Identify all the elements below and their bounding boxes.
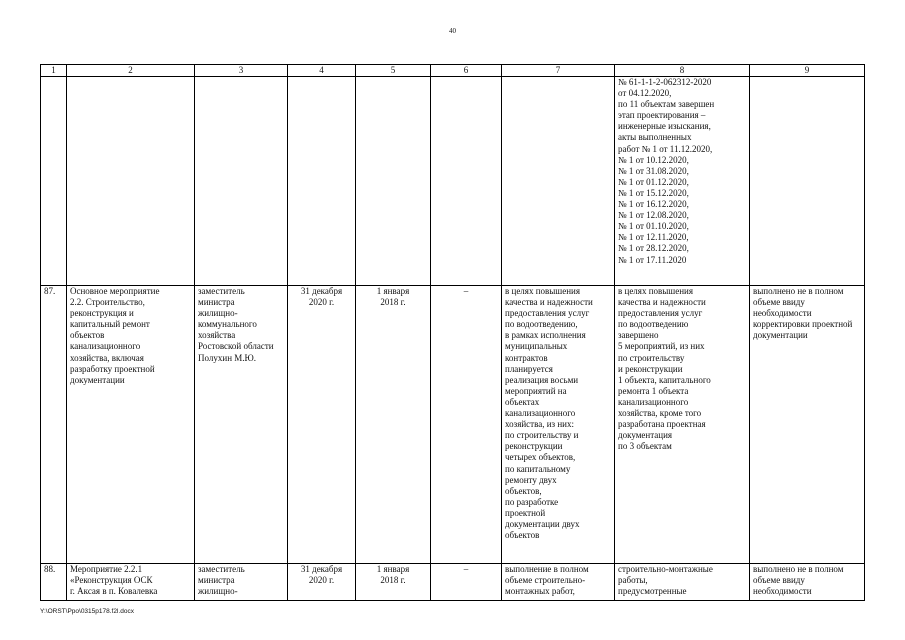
column-6-cell: –: [431, 564, 502, 601]
table-row: [41, 564, 865, 601]
column-6-cell: [431, 77, 502, 286]
header-cell: 4: [288, 65, 356, 77]
note-cell: выполнено не в полном объеме ввиду необходимости корректировки проектной документации: [750, 286, 865, 564]
actual-result-cell: № 61-1-1-2-062312-2020 от 04.12.2020, по 11 объектам завершен этап проектирования – инженерные изыскания, акты выполненных работ № 1 от 11.12.2020, № 1 от 10.12.2020, № 1 от 31.08.2020, № 1 от 01.12.2020, № 1 от 15.12.2020, № 1 от 16.12.2020, № 1 от 12.08.2020, № 1 от 01.10.2020, № 1 от 12.11.2020, № 1 от 28.12.2020, № 1 от 17.11.2020: [615, 77, 750, 286]
end-date-cell: 31 декабря 2020 г.: [288, 286, 356, 564]
start-date-cell: 1 января 2018 г.: [356, 564, 431, 601]
responsible-cell: [195, 77, 288, 286]
actual-result-cell: строительно-монтажные работы, предусмотренные: [615, 564, 750, 601]
header-cell: 7: [502, 65, 615, 77]
start-date-cell: [356, 77, 431, 286]
header-cell: 2: [67, 65, 195, 77]
activity-cell: [67, 77, 195, 286]
header-cell: 9: [750, 65, 865, 77]
row-number-cell: 88.: [41, 564, 67, 601]
actual-result-cell: в целях повышения качества и надежности предоставления услуг по водоотведению завершено 5 мероприятий, из них по строительству и реконструкции 1 объекта, капитального ремонта 1 объекта канализационного хозяйства, кроме того разработана проектная документация по 3 объектам: [615, 286, 750, 564]
responsible-cell: заместитель министра жилищно-: [195, 564, 288, 601]
responsible-cell: заместитель министра жилищно- коммунального хозяйства Ростовской области Полухин М.Ю.: [195, 286, 288, 564]
header-cell: 1: [41, 65, 67, 77]
start-date-cell: 1 января 2018 г.: [356, 286, 431, 564]
header-cell: 5: [356, 65, 431, 77]
header-cell: 8: [615, 65, 750, 77]
page-number: 40: [449, 27, 456, 35]
table-row: [41, 286, 865, 564]
row-number-cell: 87.: [41, 286, 67, 564]
note-cell: выполнено не в полном объеме ввиду необходимости: [750, 564, 865, 601]
row-number-cell: [41, 77, 67, 286]
activity-cell: Основное мероприятие 2.2. Строительство, реконструкция и капитальный ремонт объектов канализационного хозяйства, включая разработку проектной документации: [67, 286, 195, 564]
report-table: [40, 64, 865, 601]
column-6-cell: –: [431, 286, 502, 564]
planned-result-cell: [502, 77, 615, 286]
end-date-cell: 31 декабря 2020 г.: [288, 564, 356, 601]
table-header-row: [41, 65, 865, 77]
planned-result-cell: в целях повышения качества и надежности предоставления услуг по водоотведению, в рамках исполнения муниципальных контрактов планируется реализация восьми мероприятий на объектах канализационного хозяйства, из них: по строительству и реконструкции четырех объектов, по капитальному ремонту двух объектов, по разработке проектной документации двух объектов: [502, 286, 615, 564]
table-row: [41, 77, 865, 286]
note-cell: [750, 77, 865, 286]
activity-cell: Мероприятие 2.2.1 «Реконструкция ОСК г. Аксая в п. Ковалевка: [67, 564, 195, 601]
header-cell: 3: [195, 65, 288, 77]
planned-result-cell: выполнение в полном объеме строительно- монтажных работ,: [502, 564, 615, 601]
header-cell: 6: [431, 65, 502, 77]
footer-file-path: Y:\ORST\Ppo\0315p178.f2l.docx: [40, 608, 134, 615]
end-date-cell: [288, 77, 356, 286]
